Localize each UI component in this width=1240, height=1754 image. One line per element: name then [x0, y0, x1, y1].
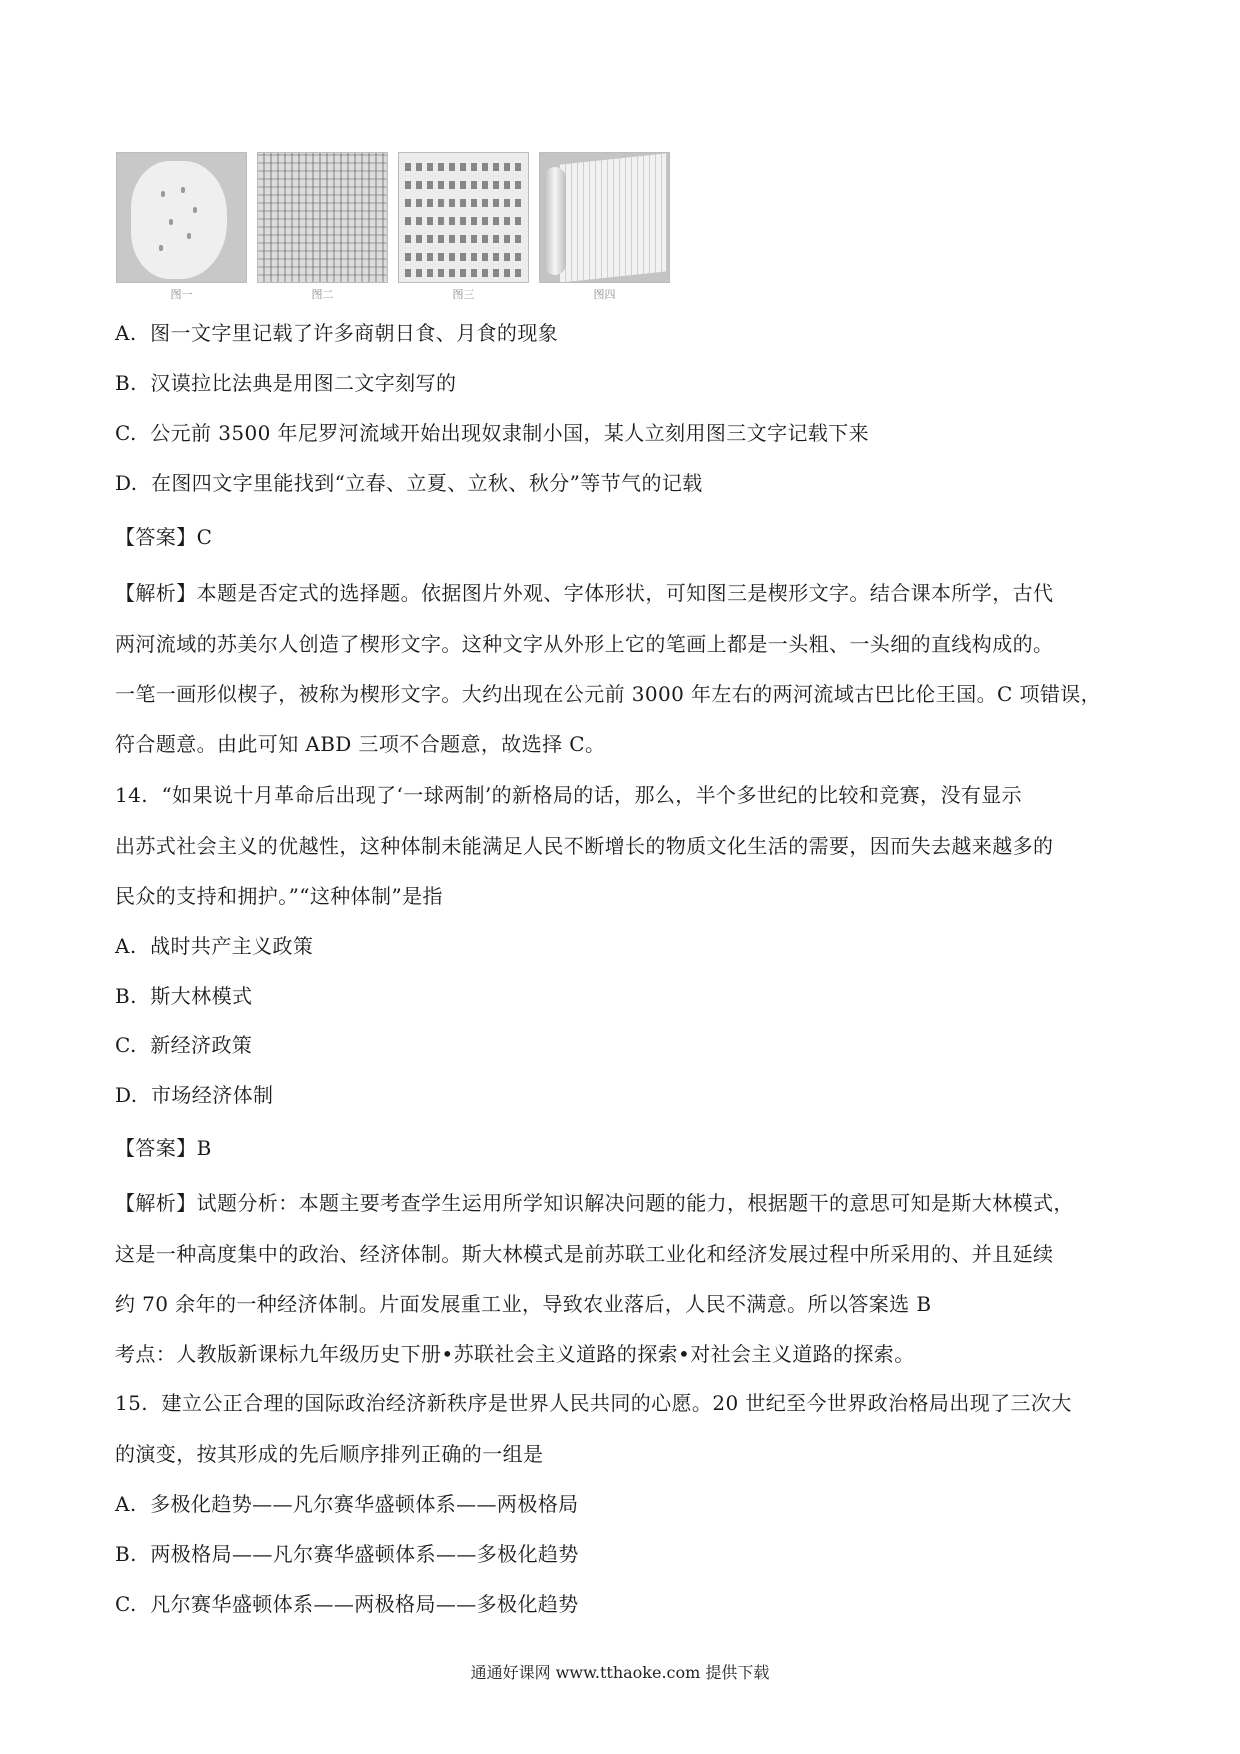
analysis-line: 一笔一画形似楔子，被称为楔形文字。大约出现在公元前 3000 年左右的两河流域古巴比伦王国。C 项错误， — [115, 682, 1102, 706]
question-14: 民众的支持和拥护。”“这种体制”是指 — [115, 884, 443, 908]
figure-caption: 图三 — [452, 288, 475, 301]
question-15: 15. 建立公正合理的国际政治经济新秩序是世界人民共同的心愿。20 世纪至今世界政治格局出现了三次大 — [115, 1391, 1072, 1415]
figure-caption: 图二 — [311, 288, 334, 301]
analysis-line: 这是一种高度集中的政治、经济体制。斯大林模式是前苏联工业化和经济发展过程中所采用的、并且延续 — [115, 1242, 1054, 1266]
figure-1 — [116, 152, 247, 302]
option-b: B. 斯大林模式 — [115, 984, 253, 1008]
analysis-line: 符合题意。由此可知 ABD 三项不合题意，故选择 C。 — [115, 732, 606, 756]
option-d: D. 市场经济体制 — [115, 1083, 274, 1107]
option-c: C. 新经济政策 — [115, 1033, 253, 1057]
figure-caption: 图一 — [170, 288, 193, 301]
answer-line: 【答案】C — [115, 525, 213, 549]
answer-line: 【答案】B — [115, 1136, 212, 1160]
analysis-line: 约 70 余年的一种经济体制。片面发展重工业，导致农业落后，人民不满意。所以答案选 B — [115, 1292, 932, 1316]
analysis-line: 【解析】本题是否定式的选择题。依据图片外观、字体形状，可知图三是楔形文字。结合课本所学，古代 — [115, 581, 1054, 605]
option-c: C. 公元前 3500 年尼罗河流域开始出现奴隶制小国，某人立刻用图三文字记载下来 — [115, 421, 870, 445]
inscription-image — [257, 152, 388, 283]
option-a: A. 多极化趋势——凡尔赛华盛顿体系——两极格局 — [115, 1492, 579, 1516]
figure-row — [116, 152, 670, 302]
figure-3 — [398, 152, 529, 302]
footer-text: 通通好课网 www.tthaoke.com 提供下载 — [470, 1663, 770, 1682]
question-15: 的演变，按其形成的先后顺序排列正确的一组是 — [115, 1442, 544, 1466]
oracle-bone-image — [116, 152, 247, 283]
option-c: C. 凡尔赛华盛顿体系——两极格局——多极化趋势 — [115, 1592, 579, 1616]
figure-4 — [539, 152, 670, 302]
figure-2 — [257, 152, 388, 302]
question-14: 14. “如果说十月革命后出现了‘一球两制’的新格局的话，那么，半个多世纪的比较和竞赛，没有显示 — [115, 783, 1023, 807]
analysis-line: 【解析】试题分析：本题主要考查学生运用所学知识解决问题的能力，根据题干的意思可知是斯大林模式， — [115, 1191, 1074, 1215]
option-a: A. 战时共产主义政策 — [115, 934, 314, 958]
option-a: A. 图一文字里记载了许多商朝日食、月食的现象 — [115, 321, 559, 345]
figure-caption: 图四 — [593, 288, 616, 301]
question-14: 出苏式社会主义的优越性，这种体制未能满足人民不断增长的物质文化生活的需要，因而失去越来越多的 — [115, 834, 1054, 858]
knowledge-point: 考点：人教版新课标九年级历史下册•苏联社会主义道路的探索•对社会主义道路的探索。 — [115, 1342, 915, 1366]
option-d: D. 在图四文字里能找到“立春、立夏、立秋、秋分”等节气的记载 — [115, 471, 703, 495]
option-b: B. 汉谟拉比法典是用图二文字刻写的 — [115, 371, 457, 395]
bamboo-slips-image — [539, 152, 670, 283]
analysis-line: 两河流域的苏美尔人创造了楔形文字。这种文字从外形上它的笔画上都是一头粗、一头细的直线构成的。 — [115, 632, 1054, 656]
option-b: B. 两极格局——凡尔赛华盛顿体系——多极化趋势 — [115, 1542, 579, 1566]
pictograph-image — [398, 152, 529, 283]
